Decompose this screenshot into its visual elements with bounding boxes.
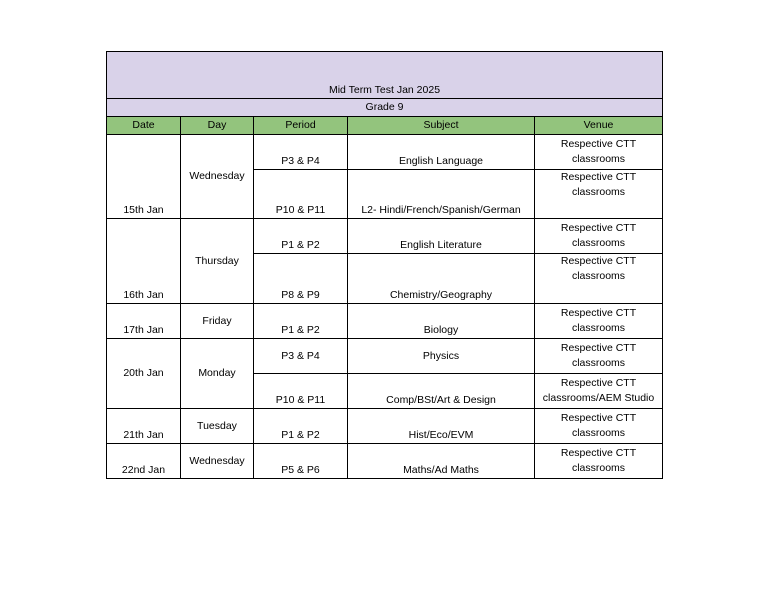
- day-cell: Thursday: [181, 219, 254, 304]
- period-cell: P3 & P4: [254, 135, 348, 170]
- venue-cell: Respective CTT classrooms: [535, 409, 663, 444]
- period-cell: P10 & P11: [254, 374, 348, 409]
- period-cell: P8 & P9: [254, 254, 348, 304]
- venue-cell: Respective CTT classrooms/AEM Studio: [535, 374, 663, 409]
- header-day: Day: [181, 117, 254, 135]
- title-row: [107, 52, 663, 99]
- venue-cell: Respective CTT classrooms: [535, 444, 663, 479]
- day-cell: Friday: [181, 304, 254, 339]
- date-cell: 16th Jan: [107, 219, 181, 304]
- date-cell: 21th Jan: [107, 409, 181, 444]
- day-cell: Monday: [181, 339, 254, 409]
- subject-cell: Comp/BSt/Art & Design: [348, 374, 535, 409]
- subject-cell: English Literature: [348, 219, 535, 254]
- period-cell: P5 & P6: [254, 444, 348, 479]
- date-cell: 20th Jan: [107, 339, 181, 409]
- date-cell: 17th Jan: [107, 304, 181, 339]
- table-row: [107, 304, 663, 339]
- subject-cell: L2- Hindi/French/Spanish/German: [348, 170, 535, 219]
- day-cell: Wednesday: [181, 444, 254, 479]
- exam-schedule-table: [106, 51, 663, 479]
- grade-label: Grade 9: [107, 99, 663, 117]
- subject-cell: Maths/Ad Maths: [348, 444, 535, 479]
- venue-cell: Respective CTT classrooms: [535, 135, 663, 170]
- header-period: Period: [254, 117, 348, 135]
- subject-cell: English Language: [348, 135, 535, 170]
- table-row: [107, 135, 663, 170]
- period-cell: P10 & P11: [254, 170, 348, 219]
- venue-cell: Respective CTT classrooms: [535, 304, 663, 339]
- period-cell: P3 & P4: [254, 339, 348, 374]
- subject-cell: Chemistry/Geography: [348, 254, 535, 304]
- table-row: [107, 339, 663, 374]
- venue-cell: Respective CTT classrooms: [535, 219, 663, 254]
- table-row: [107, 219, 663, 254]
- grade-row: [107, 99, 663, 117]
- header-date: Date: [107, 117, 181, 135]
- table-row: [107, 409, 663, 444]
- header-subject: Subject: [348, 117, 535, 135]
- venue-cell: Respective CTT classrooms: [535, 254, 663, 304]
- day-cell: Wednesday: [181, 135, 254, 219]
- subject-cell: Physics: [348, 339, 535, 374]
- table-title: Mid Term Test Jan 2025: [107, 52, 663, 99]
- period-cell: P1 & P2: [254, 219, 348, 254]
- venue-cell: Respective CTT classrooms: [535, 339, 663, 374]
- subject-cell: Biology: [348, 304, 535, 339]
- header-row: [107, 117, 663, 135]
- header-venue: Venue: [535, 117, 663, 135]
- day-cell: Tuesday: [181, 409, 254, 444]
- venue-cell: Respective CTT classrooms: [535, 170, 663, 219]
- table-row: [107, 444, 663, 479]
- date-cell: 22nd Jan: [107, 444, 181, 479]
- period-cell: P1 & P2: [254, 304, 348, 339]
- date-cell: 15th Jan: [107, 135, 181, 219]
- period-cell: P1 & P2: [254, 409, 348, 444]
- subject-cell: Hist/Eco/EVM: [348, 409, 535, 444]
